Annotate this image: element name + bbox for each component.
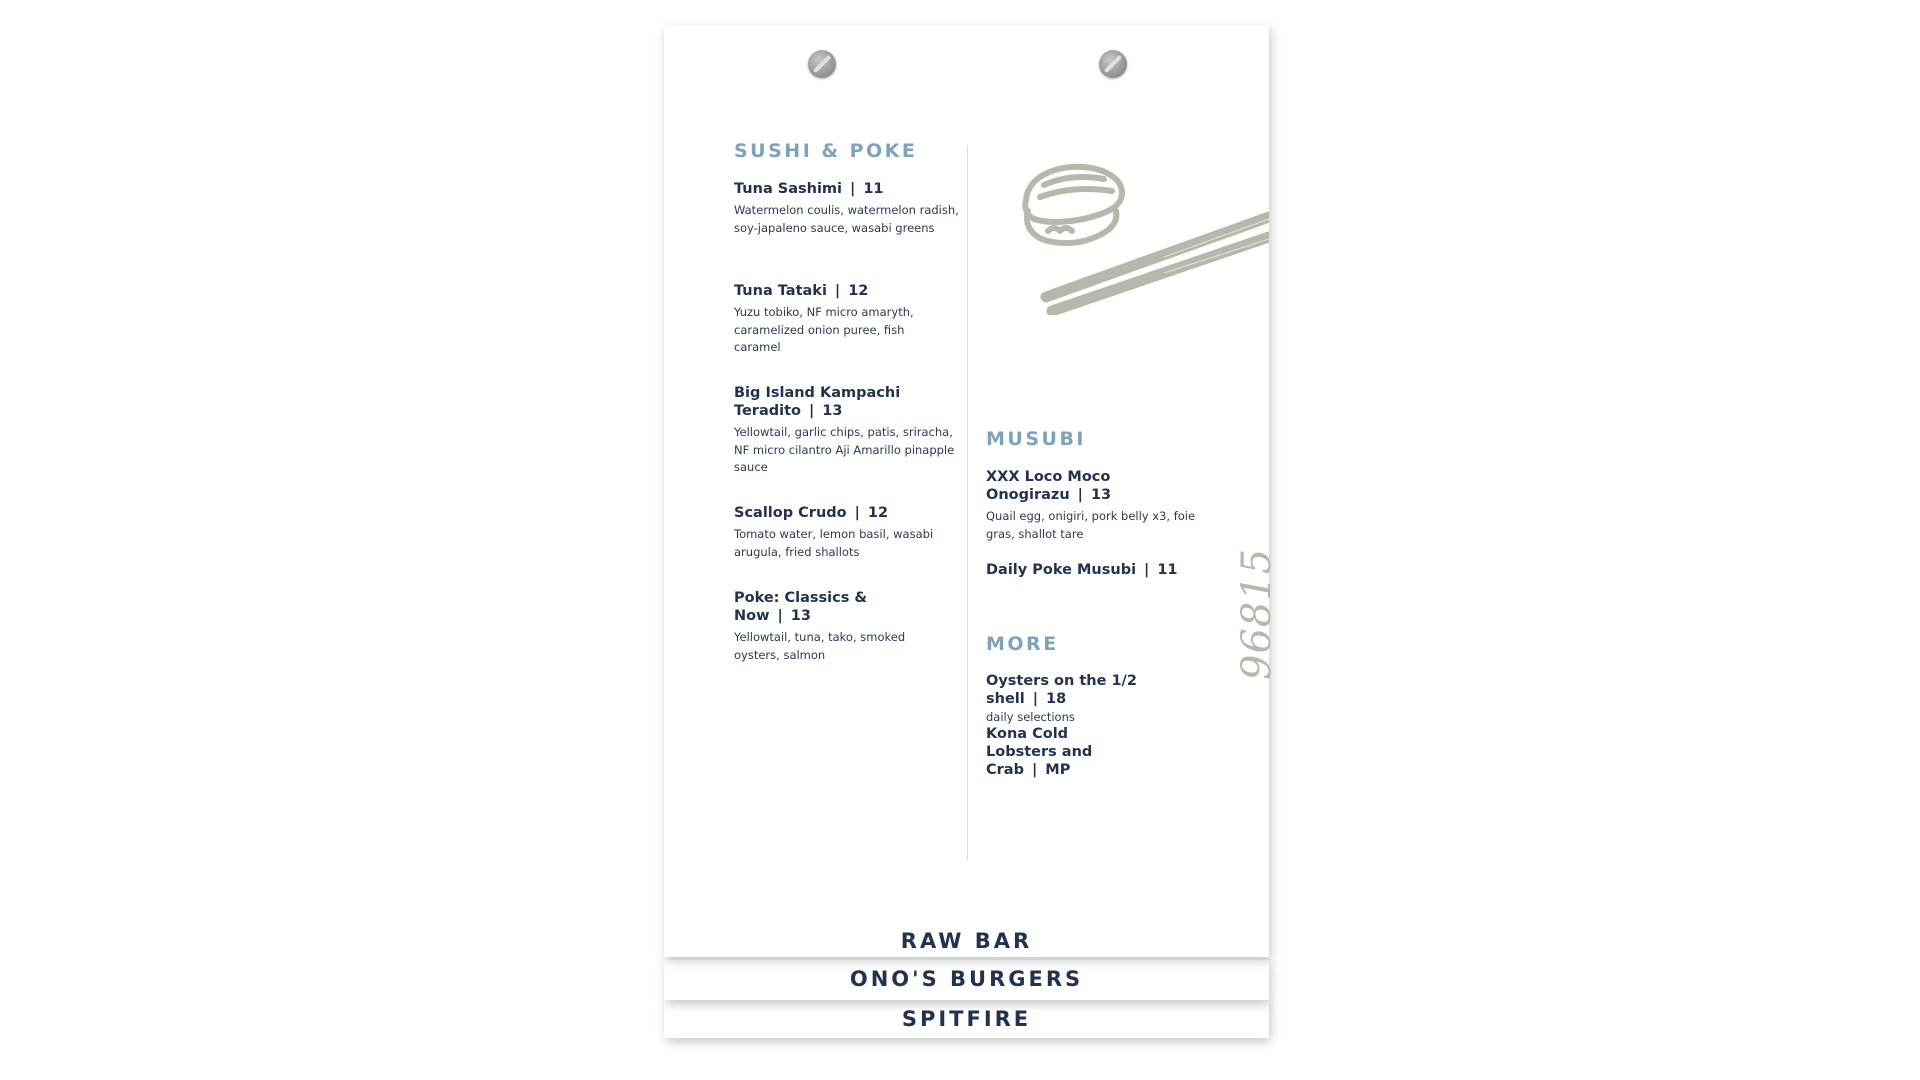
menu-item-price: 11: [863, 181, 884, 197]
menu-item-description: Quail egg, onigiri, pork belly x3, foie gras, shallot tare: [986, 509, 1196, 541]
menu-item: [734, 504, 939, 561]
separator: |: [1031, 762, 1038, 778]
menu-item-name: Oysters on the 1/2 shell: [986, 673, 1137, 707]
menu-item-name: Kona Cold Lobsters and Crab: [986, 726, 1093, 778]
separator: |: [1077, 487, 1083, 503]
menu-item: [734, 589, 939, 664]
separator: |: [834, 283, 841, 299]
menu-item-name: Scallop Crudo: [734, 505, 847, 521]
menu-item-title: [986, 725, 1136, 779]
menu-item-description: Yellowtail, garlic chips, patis, sriracha, NF micro cilantro Aji Amarillo pinapple sauce: [734, 425, 955, 474]
menu-item-title: [734, 504, 939, 522]
menu-item-title: [734, 589, 939, 625]
menu-item-price: 12: [867, 505, 889, 521]
menu-item: [734, 180, 959, 237]
menu-item-description: Yellowtail, tuna, tako, smoked oysters, salmon: [734, 630, 906, 662]
menu-item-description: Tomato water, lemon basil, wasabi arugula, fried shallots: [734, 527, 934, 559]
menu-item-price: 18: [1046, 691, 1067, 707]
menu-item-title: [986, 672, 1216, 708]
menu-item: [986, 468, 1211, 543]
menu-item: [734, 384, 959, 477]
menu-item-title: [734, 180, 959, 198]
menu-item-title: [734, 384, 904, 420]
section-heading-musubi: MUSUBI: [986, 428, 1086, 450]
tab-onos-burgers-label: ONO'S BURGERS: [849, 967, 1084, 991]
separator: |: [1144, 562, 1150, 578]
section-heading-more: MORE: [986, 633, 1059, 655]
menu-item-name: Tuna Tataki: [734, 283, 827, 299]
menu-item-description: Watermelon coulis, watermelon radish, soy-japaleno sauce, wasabi greens: [734, 203, 959, 235]
menu-item-name: Tuna Sashimi: [734, 181, 843, 197]
zip-code-decoration: 96815: [1234, 547, 1280, 680]
menu-item-title: [986, 561, 1211, 579]
separator: |: [777, 608, 783, 624]
menu-item-name: Big Island Kampachi Teradito: [734, 385, 901, 419]
separator: |: [854, 505, 860, 521]
menu-item-title: [734, 282, 939, 300]
separator: |: [1032, 691, 1039, 707]
menu-item-price: 13: [1090, 487, 1112, 503]
menu-item: [986, 672, 1216, 727]
menu-card-raw-bar: [664, 25, 1280, 957]
menu-item-description: daily selections: [986, 710, 1075, 724]
separator: |: [850, 181, 856, 197]
menu-item-title: [986, 468, 1136, 504]
separator: |: [808, 403, 815, 419]
tab-spitfire-label: SPITFIRE: [901, 1007, 1032, 1031]
pushpin-icon: [1099, 50, 1127, 78]
column-divider: [967, 145, 968, 860]
tab-raw-bar-label: RAW BAR: [900, 929, 1033, 953]
menu-item: [986, 725, 1211, 779]
sushi-chopsticks-illustration: [1014, 145, 1269, 315]
menu-item: [986, 561, 1211, 579]
menu-item-name: XXX Loco Moco Onogirazu: [986, 469, 1111, 503]
tab-onos-burgers[interactable]: [664, 960, 1269, 1000]
menu-item: [734, 282, 939, 357]
menu-item-price: 13: [822, 403, 843, 419]
section-heading-sushi-poke: SUSHI & POKE: [734, 140, 918, 162]
menu-item-price: 11: [1157, 562, 1178, 578]
tab-spitfire[interactable]: [664, 1000, 1269, 1038]
menu-item-price: MP: [1045, 762, 1071, 778]
menu-item-description: Yuzu tobiko, NF micro amaryth, caramelized onion puree, fish caramel: [734, 305, 914, 354]
pushpin-icon: [808, 50, 836, 78]
menu-item-name: Daily Poke Musubi: [986, 562, 1137, 578]
menu-item-price: 12: [848, 283, 869, 299]
menu-item-price: 13: [790, 608, 811, 624]
menu-item-name: Poke: Classics & Now: [734, 590, 868, 624]
